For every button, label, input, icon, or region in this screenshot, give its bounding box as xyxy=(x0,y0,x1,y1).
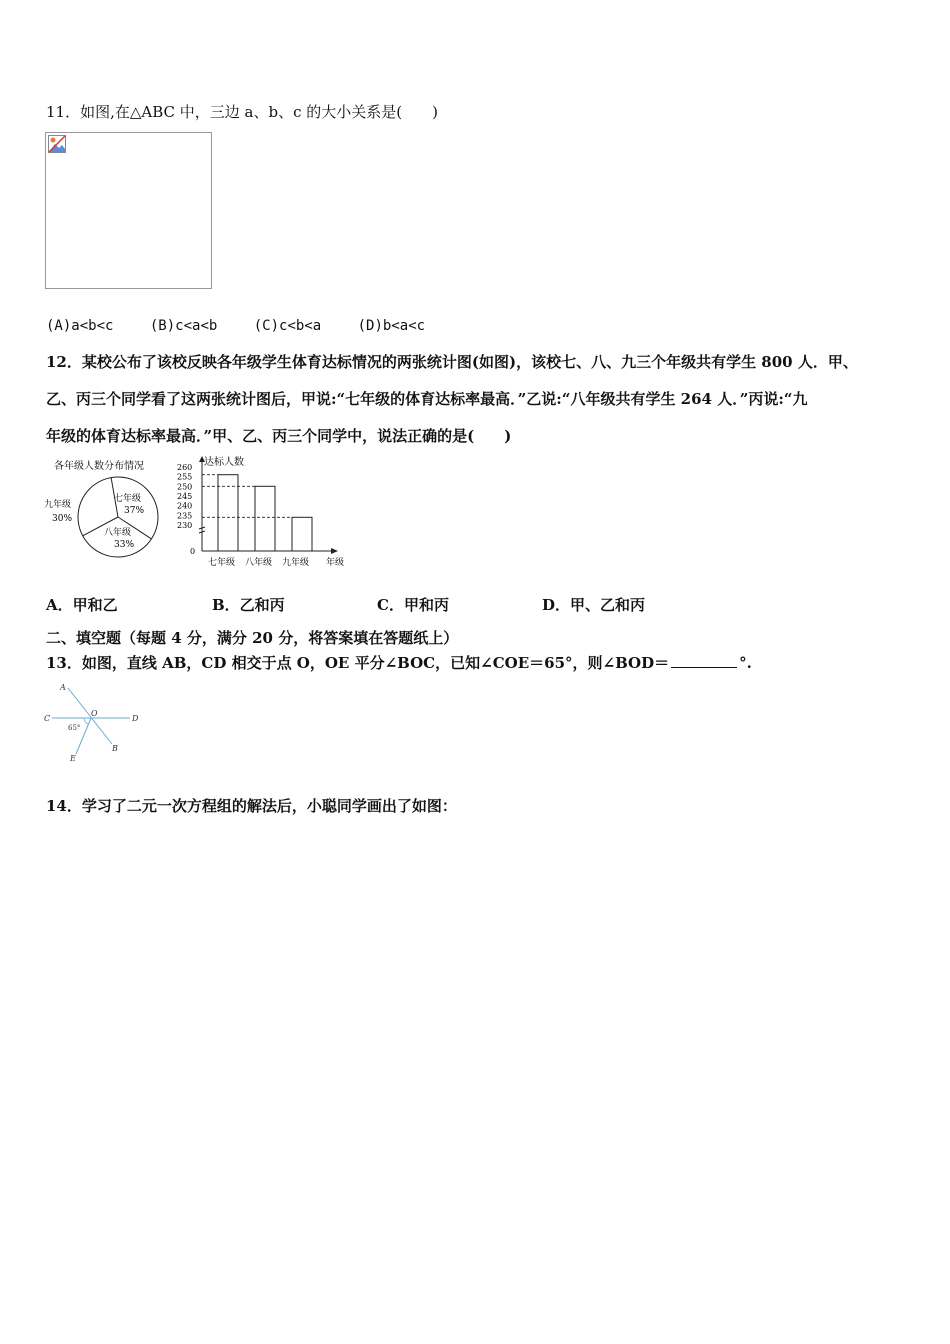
question-13-unit: °. xyxy=(739,654,752,672)
x-axis-arrow xyxy=(331,548,338,554)
option-a: A．甲和乙 xyxy=(46,596,118,614)
option-b: B．乙和丙 xyxy=(212,596,285,614)
broken-image-placeholder xyxy=(45,132,212,289)
y-tick-label: 250 xyxy=(177,482,193,492)
label-c: C xyxy=(44,714,51,723)
pie-title: 各年级人数分布情况 xyxy=(54,461,144,472)
bar-2 xyxy=(255,486,275,551)
answer-blank xyxy=(671,653,737,668)
option-c: (C)c<b<a xyxy=(253,318,322,334)
question-12-line-3: 年级的体育达标率最高．”甲、乙、丙三个同学中，说法正确的是( ) xyxy=(46,427,512,445)
label-e: E xyxy=(70,754,76,763)
y-tick-label: 230 xyxy=(177,521,193,530)
section-2-heading: 二、填空题（每题 4 分，满分 20 分，将答案填在答题纸上） xyxy=(46,629,459,647)
question-13-stem xyxy=(46,653,752,673)
bar-title: 达标人数 xyxy=(204,457,244,468)
label-a: A xyxy=(60,683,66,692)
angle-arc xyxy=(84,718,88,724)
bar-chart xyxy=(177,455,344,568)
label-b: B xyxy=(112,744,118,753)
question-13-text: 13．如图，直线 AB，CD 相交于点 O，OE 平分∠BOC，已知∠COE＝65°，则∠BOD＝ xyxy=(46,654,670,672)
label-angle: 65° xyxy=(68,724,81,732)
y-tick-label: 260 xyxy=(177,463,193,472)
option-c: C．甲和丙 xyxy=(377,596,449,614)
y-tick-label-zero: 0 xyxy=(190,547,196,556)
pie-value-grade9: 30% xyxy=(52,514,73,524)
broken-image-icon xyxy=(48,135,66,153)
y-tick-label: 235 xyxy=(177,511,193,521)
question-11-stem: 11．如图,在△ABC 中，三边 a、b、c 的大小关系是( ) xyxy=(46,103,438,121)
bar-category-label: 七年级 xyxy=(208,558,236,568)
option-a: (A)a<b<c xyxy=(46,318,114,334)
bar-category-label: 九年级 xyxy=(282,558,310,568)
label-o: O xyxy=(91,709,98,718)
pie-value-grade7: 37% xyxy=(124,506,145,516)
question-12-line-1: 12．某校公布了该校反映各年级学生体育达标情况的两张统计图(如图)，该校七、八、九三个年级共有学生 800 人．甲、 xyxy=(46,353,858,371)
pie-chart xyxy=(44,477,158,557)
pie-label-grade8: 八年级 xyxy=(104,528,132,538)
statistics-charts xyxy=(44,455,364,575)
y-tick-label: 245 xyxy=(177,492,193,501)
bar-category-label: 八年级 xyxy=(245,558,273,568)
option-b: (B)c<a<b xyxy=(149,318,218,334)
intersecting-lines-figure xyxy=(40,680,150,766)
pie-label-grade9: 九年级 xyxy=(44,500,72,510)
option-d: (D)b<a<c xyxy=(357,318,426,334)
question-11-options xyxy=(46,318,453,334)
question-14-stem: 14．学习了二元一次方程组的解法后，小聪同学画出了如图： xyxy=(46,797,457,815)
pie-value-grade8: 33% xyxy=(114,540,135,550)
question-12-line-2: 乙、丙三个同学看了这两张统计图后，甲说:“七年级的体育达标率最高．”乙说:“八年级共有学生 264 人．”丙说:“九 xyxy=(46,390,808,408)
label-d: D xyxy=(132,714,139,723)
bar-3 xyxy=(292,517,312,551)
option-d: D．甲、乙和丙 xyxy=(542,596,646,614)
y-tick-label: 240 xyxy=(177,501,193,511)
pie-label-grade7: 七年级 xyxy=(114,494,142,504)
x-axis-label: 年级 xyxy=(326,558,345,568)
line-ab xyxy=(68,688,112,744)
y-tick-label: 255 xyxy=(177,472,193,482)
